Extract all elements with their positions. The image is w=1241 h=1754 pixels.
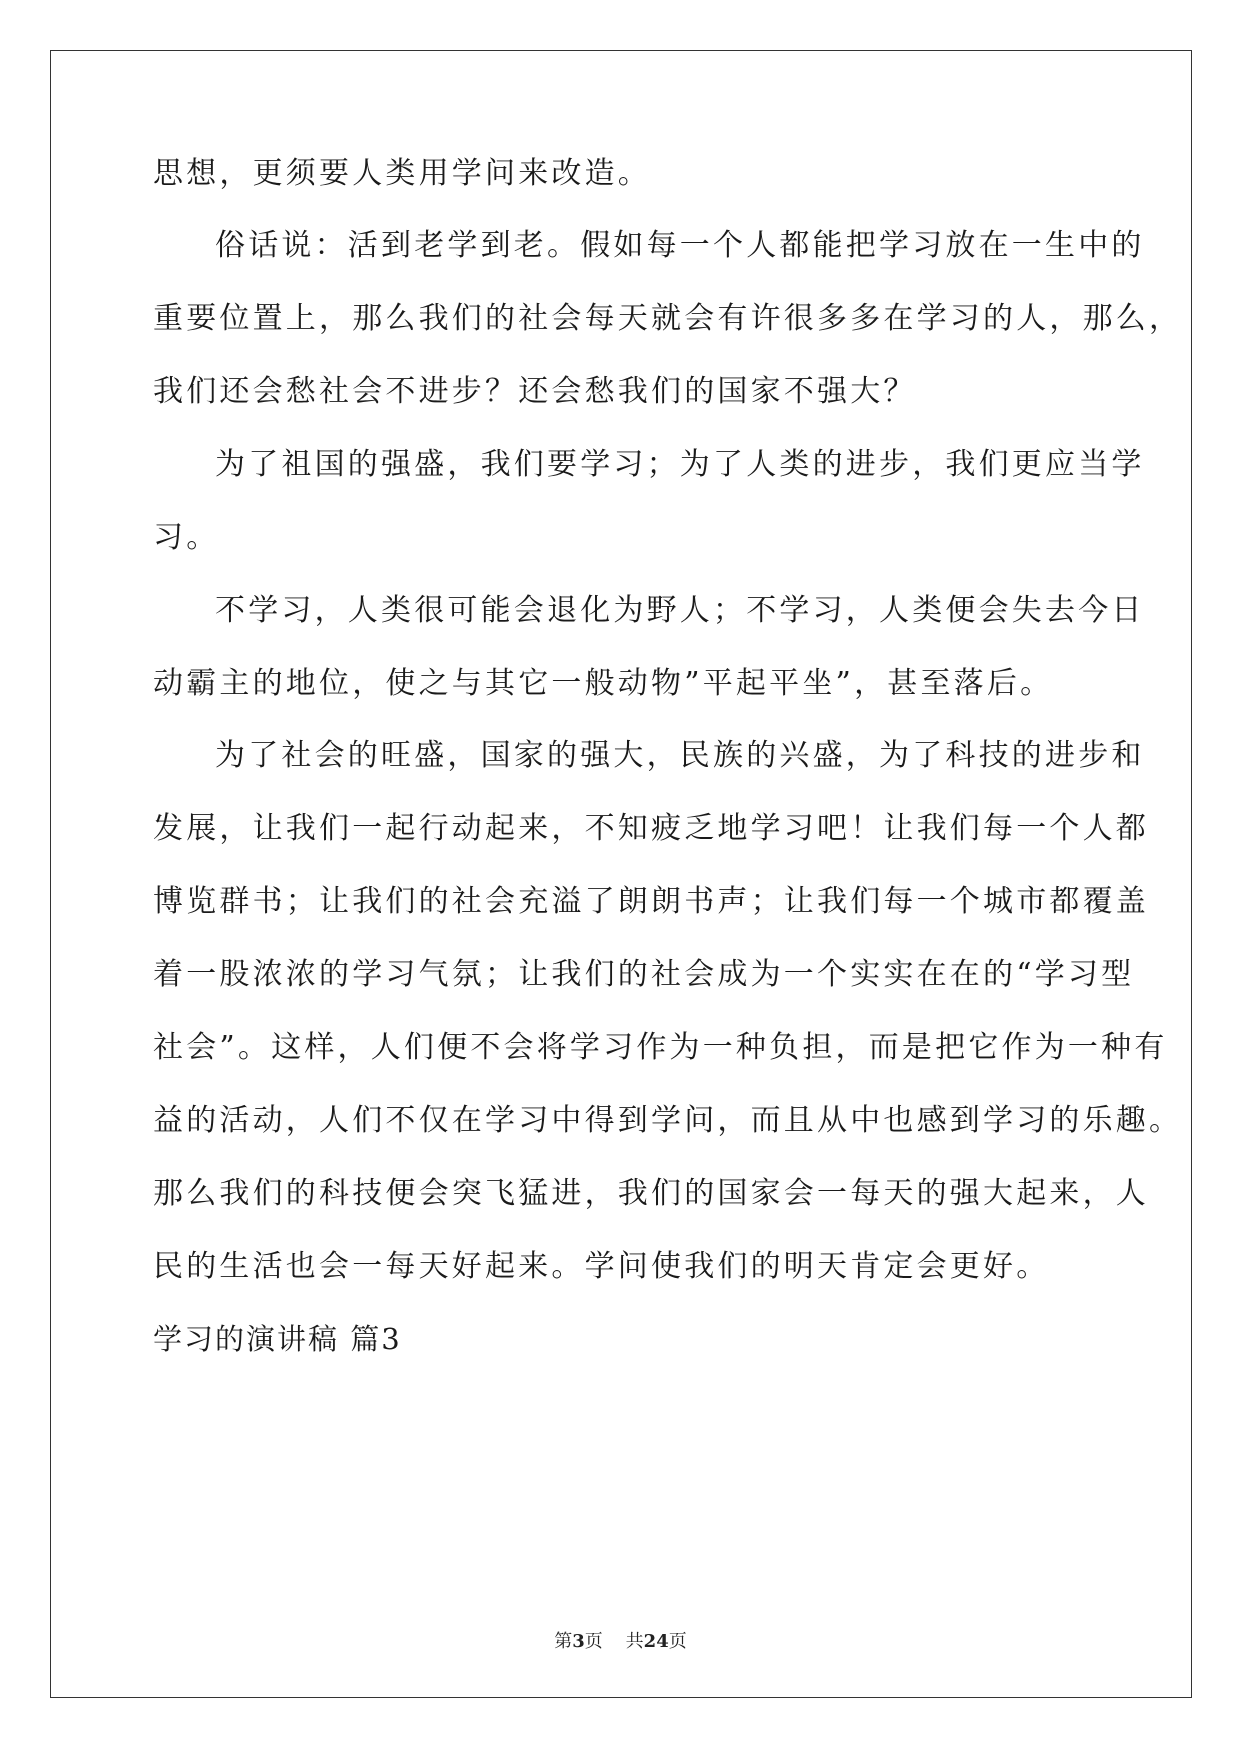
body-line: 习。 [153,520,220,555]
section-heading: 学习的演讲稿 篇3 [153,1322,402,1356]
body-line: 那么我们的科技便会突飞猛进，我们的国家会一每天的强大起来，人 [153,1176,1149,1211]
footer-page-prefix: 第 [554,1631,573,1652]
page-border [50,50,1192,1698]
footer-total-suffix: 页 [668,1631,687,1652]
body-line: 思想，更须要人类用学问来改造。 [153,156,651,191]
footer-total-prefix: 共 [625,1631,644,1652]
footer-page-suffix: 页 [584,1631,603,1652]
body-line: 社会”。这样，人们便不会将学习作为一种负担，而是把它作为一种有 [153,1030,1168,1065]
body-line: 我们还会愁社会不进步？还会愁我们的国家不强大？ [153,374,917,409]
page-footer [0,1630,1241,1654]
paragraph-start: 俗话说：活到老学到老。假如每一个人都能把学习放在一生中的 [215,228,1145,263]
body-line: 动霸主的地位，使之与其它一般动物”平起平坐”，甚至落后。 [153,666,1054,701]
body-line: 民的生活也会一每天好起来。学问使我们的明天肯定会更好。 [153,1249,1050,1284]
body-line: 着一股浓浓的学习气氛；让我们的社会成为一个实实在在的“学习型 [153,957,1135,992]
paragraph-start: 不学习，人类很可能会退化为野人；不学习，人类便会失去今日 [215,593,1145,628]
footer-total-pages: 24 [643,1631,669,1652]
paragraph-start: 为了祖国的强盛，我们要学习；为了人类的进步，我们更应当学 [215,447,1145,482]
body-line: 发展，让我们一起行动起来，不知疲乏地学习吧！让我们每一个人都 [153,811,1149,846]
body-line: 博览群书；让我们的社会充溢了朗朗书声；让我们每一个城市都覆盖 [153,884,1149,919]
paragraph-start: 为了社会的旺盛，国家的强大，民族的兴盛，为了科技的进步和 [215,738,1145,773]
body-line: 益的活动，人们不仅在学习中得到学问，而且从中也感到学习的乐趣。 [153,1103,1183,1138]
footer-page-number: 3 [572,1631,585,1652]
body-line: 重要位置上，那么我们的社会每天就会有许很多多在学习的人，那么， [153,301,1183,336]
